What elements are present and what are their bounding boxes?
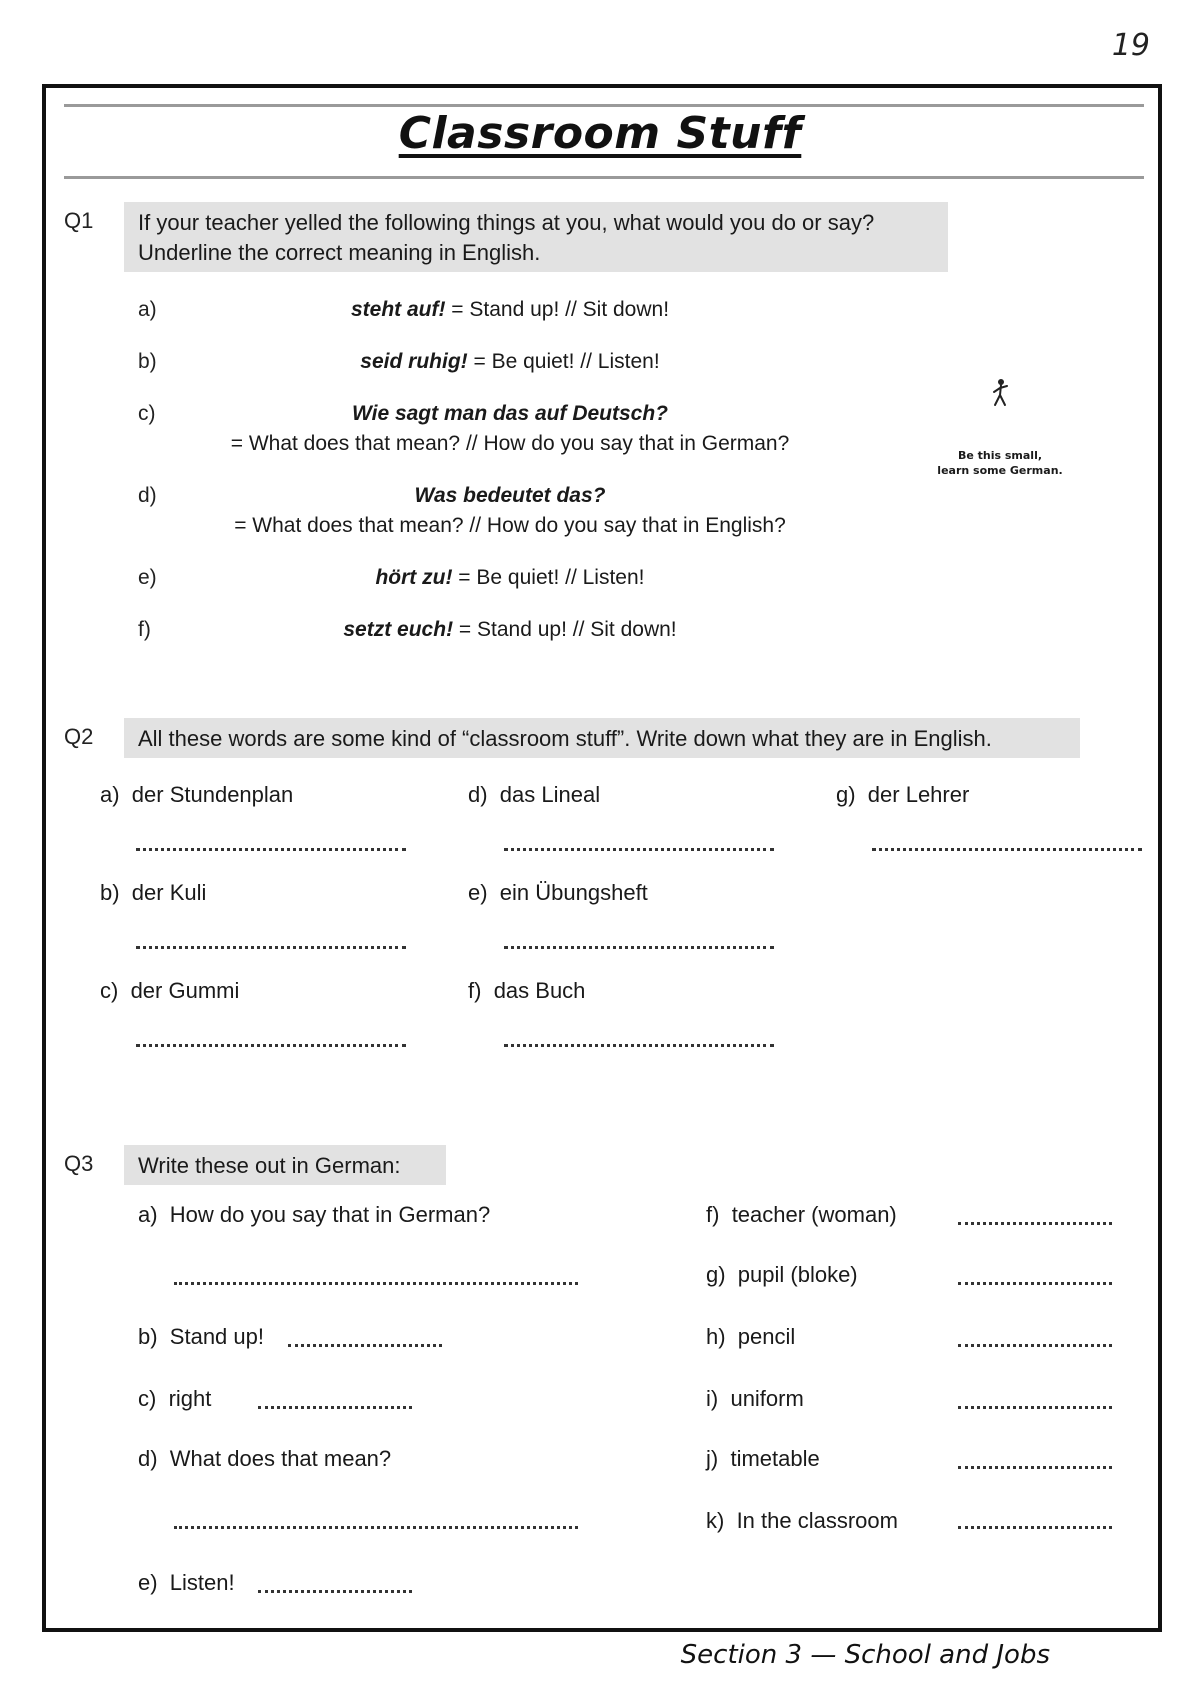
q3-item-a (138, 1202, 490, 1228)
q3-item-j (706, 1446, 820, 1472)
q3-text-d: What does that mean? (169, 1446, 392, 1471)
q1-instruction-box (124, 202, 948, 272)
q1-letter-c: c) (138, 402, 156, 425)
q1-item-f-german: setzt euch! (343, 618, 454, 641)
q2-item-f (468, 978, 585, 1004)
q2-answer-line-c[interactable] (136, 1044, 406, 1047)
q2-letter-e: e) (468, 880, 488, 905)
q1-item-d (170, 481, 850, 541)
q2-letter-g: g) (836, 782, 856, 807)
q3-item-g (706, 1262, 858, 1288)
q2-word-b: der Kuli (131, 880, 207, 905)
figure-caption-line2: learn some German. (937, 464, 1063, 477)
q1-item-e-german: hört zu! (375, 566, 453, 589)
q1-item-f (170, 615, 850, 645)
q3-answer-line-g[interactable] (958, 1282, 1112, 1285)
q3-instruction: Write these out in German: (138, 1153, 401, 1178)
q1-number: Q1 (64, 208, 94, 233)
q3-text-f: teacher (woman) (731, 1202, 897, 1227)
q2-word-d: das Lineal (499, 782, 601, 807)
q3-item-c (138, 1386, 211, 1412)
q3-answer-line-e[interactable] (258, 1590, 412, 1593)
q3-answer-line-b[interactable] (288, 1344, 442, 1347)
title-rule-top (64, 104, 1144, 107)
q2-item-d (468, 782, 600, 808)
q3-letter-c: c) (138, 1386, 157, 1411)
q2-letter-c: c) (100, 978, 119, 1003)
q3-letter-h: h) (706, 1324, 726, 1349)
q3-answer-line-j[interactable] (958, 1466, 1112, 1469)
q3-answer-line-c[interactable] (258, 1406, 412, 1409)
q2-word-g: der Lehrer (867, 782, 970, 807)
q2-word-f: das Buch (493, 978, 586, 1003)
q2-letter-a: a) (100, 782, 120, 807)
q3-item-k (706, 1508, 898, 1534)
q1-item-b-german: seid ruhig! (360, 350, 468, 373)
q1-letter-d: d) (138, 484, 157, 507)
q3-item-b (138, 1324, 264, 1350)
q3-item-d (138, 1446, 391, 1472)
q1-item-e-english: = Be quiet! // Listen! (452, 566, 645, 589)
q1-item-e (170, 563, 850, 593)
q1-item-a-english: = Stand up! // Sit down! (445, 298, 670, 321)
q3-text-b: Stand up! (169, 1324, 264, 1349)
q1-item-c-english: = What does that mean? // How do you say that in German? (230, 432, 790, 455)
q3-instruction-box (124, 1145, 446, 1185)
q2-instruction-box (124, 718, 1080, 758)
q3-letter-a: a) (138, 1202, 158, 1227)
q3-letter-j: j) (706, 1446, 719, 1471)
q2-item-e (468, 880, 648, 906)
q2-number: Q2 (64, 724, 94, 749)
q2-instruction: All these words are some kind of “classroom stuff”. Write down what they are in English. (138, 726, 992, 751)
q3-item-f (706, 1202, 897, 1228)
q3-item-h (706, 1324, 795, 1350)
q1-item-c (170, 399, 850, 459)
q2-answer-line-f[interactable] (504, 1044, 774, 1047)
q3-text-h: pencil (737, 1324, 796, 1349)
q2-letter-d: d) (468, 782, 488, 807)
q1-letter-e: e) (138, 566, 157, 589)
q3-answer-line-h[interactable] (958, 1344, 1112, 1347)
q3-text-a: How do you say that in German? (169, 1202, 491, 1227)
page-number: 19 (1111, 28, 1150, 63)
q3-letter-b: b) (138, 1324, 158, 1349)
q3-letter-f: f) (706, 1202, 720, 1227)
q2-item-g (836, 782, 969, 808)
q3-text-j: timetable (730, 1446, 820, 1471)
q1-item-a-german: steht auf! (350, 298, 446, 321)
q2-item-c (100, 978, 239, 1004)
q1-letter-a: a) (138, 298, 157, 321)
q3-answer-line-f[interactable] (958, 1222, 1112, 1225)
q3-item-i (706, 1386, 804, 1412)
page-title: Classroom Stuff (398, 108, 802, 159)
q2-answer-line-g[interactable] (872, 848, 1142, 851)
q1-item-b-english: = Be quiet! // Listen! (467, 350, 660, 373)
q2-word-c: der Gummi (130, 978, 240, 1003)
figure-caption-line1: Be this small, (957, 449, 1043, 462)
q3-answer-line-d[interactable] (174, 1526, 578, 1529)
q1-item-d-german: Was bedeutet das? (414, 484, 606, 507)
q3-item-e (138, 1570, 235, 1596)
q2-answer-line-e[interactable] (504, 946, 774, 949)
q3-answer-line-a[interactable] (174, 1282, 578, 1285)
q2-item-a (100, 782, 293, 808)
q1-instruction-line1: If your teacher yelled the following things at you, what would you do or say? (138, 210, 875, 235)
q2-letter-b: b) (100, 880, 120, 905)
q2-word-e: ein Übungsheft (499, 880, 648, 905)
q3-letter-k: k) (706, 1508, 725, 1533)
q3-text-c: right (168, 1386, 212, 1411)
figure-caption (930, 448, 1070, 478)
q3-text-k: In the classroom (736, 1508, 898, 1533)
section-footer: Section 3 — School and Jobs (680, 1640, 1050, 1670)
q1-item-a (170, 295, 850, 325)
q2-answer-line-b[interactable] (136, 946, 406, 949)
q3-letter-i: i) (706, 1386, 719, 1411)
q3-text-e: Listen! (169, 1570, 235, 1595)
q2-letter-f: f) (468, 978, 482, 1003)
q1-item-c-german: Wie sagt man das auf Deutsch? (351, 402, 669, 425)
q1-letter-b: b) (138, 350, 157, 373)
q2-answer-line-a[interactable] (136, 848, 406, 851)
q3-text-g: pupil (bloke) (737, 1262, 858, 1287)
title-rule-bottom (64, 176, 1144, 179)
q3-answer-line-k[interactable] (958, 1526, 1112, 1529)
q3-letter-e: e) (138, 1570, 158, 1595)
q1-instruction-line2: Underline the correct meaning in English. (138, 240, 541, 265)
q2-answer-line-d[interactable] (504, 848, 774, 851)
q3-answer-line-i[interactable] (958, 1406, 1112, 1409)
q1-item-b (170, 347, 850, 377)
q3-number: Q3 (64, 1151, 94, 1176)
q2-word-a: der Stundenplan (131, 782, 294, 807)
q1-item-d-english: = What does that mean? // How do you say that in English? (234, 514, 786, 537)
small-person-icon (990, 378, 1012, 408)
q2-item-b (100, 880, 206, 906)
q1-item-f-english: = Stand up! // Sit down! (453, 618, 677, 641)
q1-letter-f: f) (138, 618, 151, 641)
q3-text-i: uniform (730, 1386, 804, 1411)
q3-letter-d: d) (138, 1446, 158, 1471)
q3-letter-g: g) (706, 1262, 726, 1287)
